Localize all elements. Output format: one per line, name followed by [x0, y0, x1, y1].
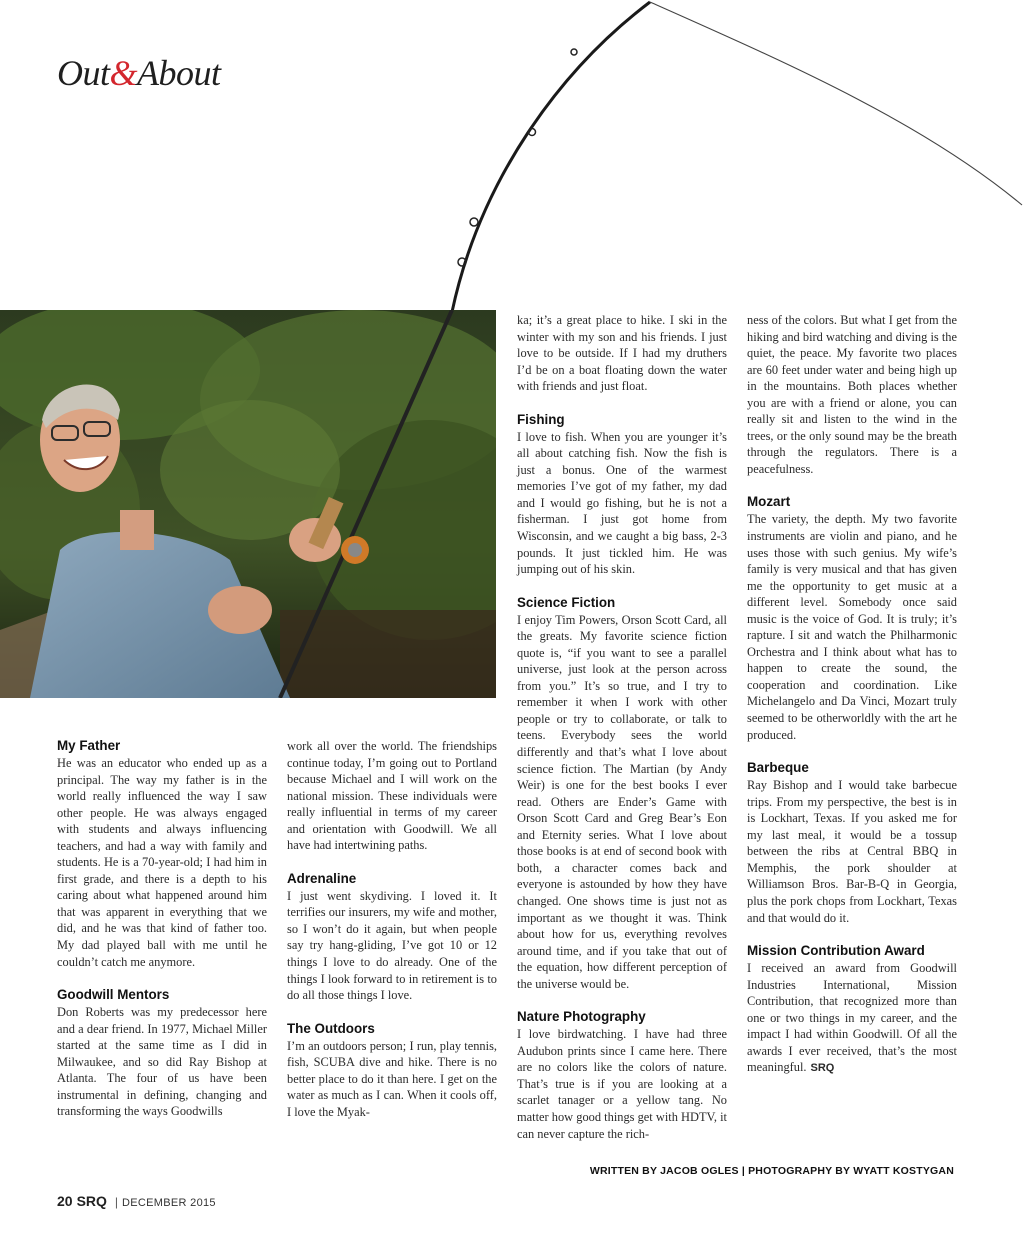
heading-nature-photography: Nature Photography	[517, 1009, 646, 1025]
text-column-2	[287, 738, 497, 1120]
body-mozart: The variety, the depth. My two favorite instruments are violin and piano, and he uses those with such genius. My wife’s family is very musical and that has given me the opportunity to get music at a different level. Somebody once said music is the voice of God. It is truly; it’s rapture. I sit and watch the Philharmonic Orchestra and I think about what has to happen to create the sound, the cooperation and coordination. Like Michelangelo and Da Vinci, Mozart truly seemed to be otherworldly with the art he produced.	[747, 512, 957, 742]
award-text: I received an award from Goodwill Industries International, Mission Contribution, that recognized more than one or two things in my career, and the impact I had within Goodwill. Of all the awards I ever received, that’s the most meaningful.	[747, 961, 957, 1075]
issue-date: DECEMBER 2015	[122, 1197, 216, 1209]
magazine-name: SRQ	[76, 1193, 107, 1209]
body-the-outdoors: I’m an outdoors person; I run, play tennis, fish, SCUBA dive and hike. There is no better place to do it than here. I get on the water as much as I can. When it cools off, I love the Myak-	[287, 1038, 497, 1119]
body-barbeque: Ray Bishop and I would take barbecue trips. From my perspective, the best is in is Lockhart, Texas. If you asked me for my last meal, it would be a tossup between the ribs at Central BBQ in Memphis, the pork shoulder at Williamson Bros. Bar-B-Q in Georgia, plus the pork chops from Lockhart, Texas and that would do it.	[747, 778, 957, 925]
heading-science-fiction: Science Fiction	[517, 594, 616, 610]
body-photography-continued: ness of the colors. But what I get from the hiking and bird watching and diving is the quiet, the peace. My favorite two places are 60 feet under water and being high up in the mountains. Both places whether you are with a friend or alone, you can really sit and listen to the wind in the trees, or the only sound may be the breath through the regulators. There is a peacefulness.	[747, 313, 957, 476]
text-column-1	[57, 737, 267, 1120]
body-mentors-continued: work all over the world. The friendships continue today, I’m going out to Portland because Michael and I will work on the national mission. These individuals were really influential in terms of my career and orientation with Goodwill. We all have had intertwining paths.	[287, 739, 497, 853]
page-folio	[57, 1193, 216, 1209]
body-fishing: I love to fish. When you are younger it’s all about catching fish. Now the fish is just a bonus. One of the warmest memories I’ve got of my father, my dad and I would go fishing, but he is not a fisherman. I just got home from Wisconsin, and we caught a big bass, 2-3 pounds. It just tickled him. He was jumping out of his skin.	[517, 429, 727, 577]
fisherman-photo	[0, 310, 496, 698]
body-adrenaline: I just went skydiving. I loved it. It terrifies our insurers, my wife and mother, so I won’t do it again, but when people say try hang-gliding, I’ve got 10 or 12 things I love to do already. One of the things I look forward to in retirement is to do all those things I love.	[287, 888, 497, 1003]
rod-guide-1	[571, 49, 577, 55]
body-science-fiction: I enjoy Tim Powers, Orson Scott Card, all the greats. My favorite science fiction quote is, “if you want to see a parallel universe, just look at the person across from you.” It’s so true, and I try to remember it when I work with other people or try to collaborate, or talk to teens. Everybody sees the world differently and that’s what I love about science fiction. The Martian (by Andy Weir) is one for the best books I ever read. Others are Ender’s Game with Orson Scott Card and Greg Bear’s Eon and Eternity series. What I love about those books is at end of second book with both, a character comes back and everyone is astounded by how they have changed. One shows time is just not as important as we thought it was. Think about how for us, everything revolves around time, and if you take that out of the equation, how different perception of the universe would be.	[517, 612, 727, 991]
kicker-out: Out	[57, 53, 110, 93]
page-number: 20	[57, 1193, 73, 1209]
heading-my-father: My Father	[57, 738, 121, 753]
heading-the-outdoors: The Outdoors	[287, 1020, 375, 1036]
rod-guide-3	[470, 218, 478, 226]
fishing-rod-tip	[452, 2, 650, 312]
kicker-ampersand: &	[109, 53, 138, 93]
body-my-father: He was an educator who ended up as a principal. The way my father is in the world really influenced the way I saw other people. He was always engaged with students and always influencing teachers, and had a way with family and students. He is a 70-year-old; I had him in first grade, and there is a depth to his caring about what happened around him that was apparent in everything that we did, and he was that kind of father too. My dad played ball with me until he couldn’t catch me anymore.	[57, 756, 267, 969]
heading-adrenaline: Adrenaline	[287, 870, 357, 886]
body-goodwill-mentors: Don Roberts was my predecessor here and a dear friend. In 1977, Michael Miller started at the same time as I did in Milwaukee, and so did Ray Bishop at Atlanta. The four of us have been instrumental in defining, changing and transforming the ways Goodwills	[57, 1005, 267, 1119]
body-mission-contribution-award	[747, 960, 957, 1077]
heading-mozart: Mozart	[747, 494, 791, 510]
folio-separator: |	[114, 1195, 119, 1209]
heading-mission-contribution-award: Mission Contribution Award	[747, 943, 925, 959]
end-mark: SRQ	[810, 1062, 835, 1075]
text-column-3	[517, 312, 727, 1142]
byline-credit: WRITTEN BY JACOB OGLES | PHOTOGRAPHY BY WYATT KOSTYGAN	[589, 1165, 954, 1177]
heading-goodwill-mentors: Goodwill Mentors	[57, 987, 170, 1003]
kicker-about: About	[137, 53, 221, 93]
heading-barbeque: Barbeque	[747, 760, 809, 776]
body-nature-photography: I love birdwatching. I have had three Audubon prints since I came here. There are no colors like the colors of nature. That’s true is if you are looking at a scarlet tanager or a yellow tang. No matter how good things get with HDTV, it can never capture the rich-	[517, 1027, 727, 1141]
fishing-line	[650, 2, 1022, 205]
body-outdoors-continued: ka; it’s a great place to hike. I ski in the winter with my son and his friends. I just love to be outside. If I had my druthers I’d be on a boat floating down the water with friends and just float.	[517, 313, 727, 394]
heading-fishing: Fishing	[517, 411, 565, 427]
text-column-4	[747, 312, 957, 1077]
